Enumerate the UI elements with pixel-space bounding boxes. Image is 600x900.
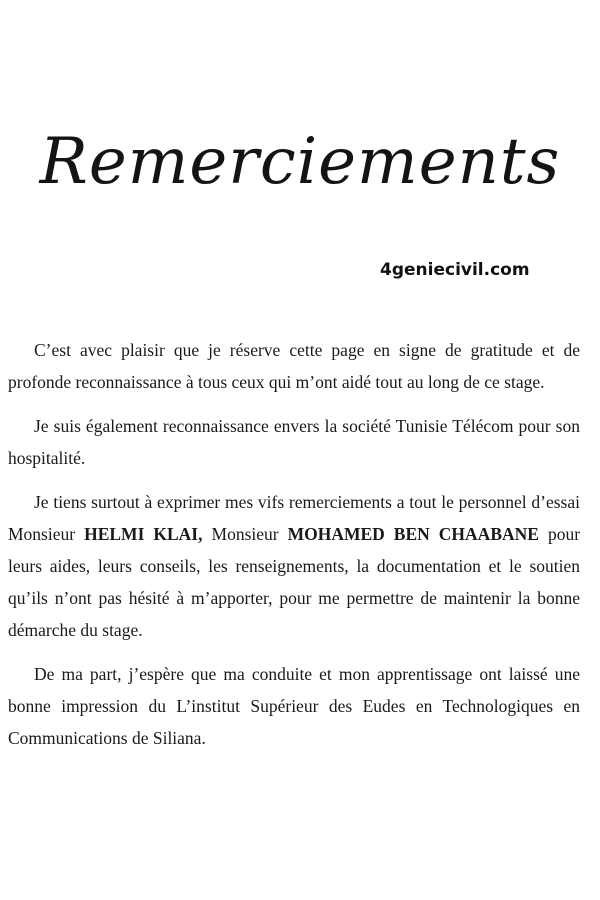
paragraph-1 [8,334,580,398]
paragraph-1-text: C’est avec plaisir que je réserve cette page en signe de gratitude et de profonde reconnaissance à tous ceux qui m’ont aidé tout au long de ce stage. [8,340,580,392]
paragraph-2-text: Je suis également reconnaissance envers la société Tunisie Télécom pour son hospitalité. [8,416,580,468]
page-title: Remerciements [39,125,561,199]
watermark-text: 4geniecivil.com [380,260,530,280]
paragraph-3-text-c: pour leurs aides, leurs conseils, les renseignements, la documentation et le soutien qu’ils n’ont pas hésité à m’apporter, pour me permettre de maintenir la bonne démarche du stage. [8,524,581,640]
acknowledgement-body [8,334,580,766]
paragraph-4 [8,658,580,754]
person-name-2: MOHAMED BEN CHAABANE [287,524,539,544]
paragraph-2 [8,410,580,474]
paragraph-4-text: De ma part, j’espère que ma conduite et mon apprentissage ont laissé une bonne impression du L’institut Supérieur des Eudes en Technologiques en Communications de Siliana. [8,664,580,748]
paragraph-3-text-a: Je tiens surtout à exprimer mes vifs remerciements a tout le personnel d’essai Monsieur [8,492,580,544]
paragraph-3 [8,486,580,646]
paragraph-3-text-b: Monsieur [202,524,288,544]
person-name-1: HELMI KLAI, [84,524,203,544]
